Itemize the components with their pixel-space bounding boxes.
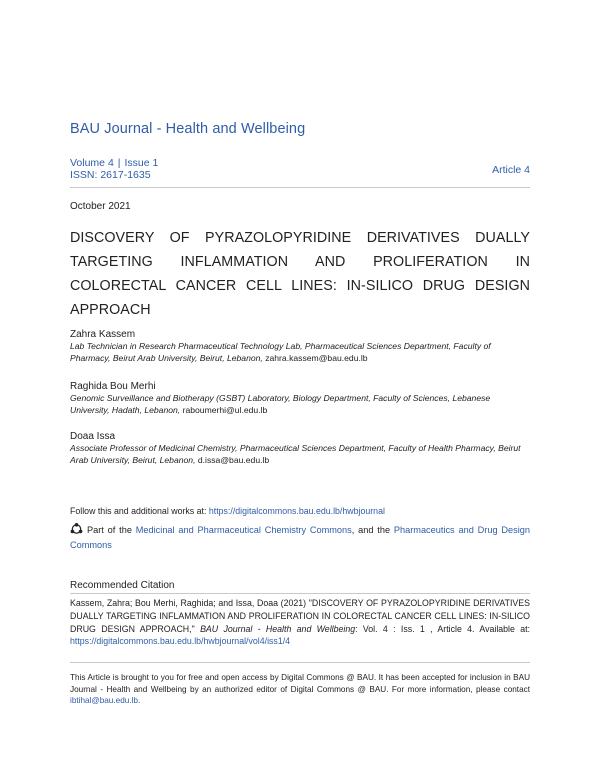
recommended-citation — [70, 597, 530, 648]
author-block — [70, 328, 530, 364]
author-email: zahra.kassem@bau.edu.lb — [265, 352, 368, 363]
author-affiliation — [70, 393, 530, 416]
affiliation-text: Associate Professor of Medicinal Chemistry, Pharmaceutical Sciences Department, Faculty of Health Pharmacy, Beirut Arab University, Beirut, Lebanon, — [70, 443, 521, 465]
issue-link[interactable]: Issue 1 — [124, 157, 159, 169]
volume-link[interactable]: Volume 4 — [70, 157, 114, 169]
author-name: Zahra Kassem — [70, 329, 136, 340]
footer-text: This Article is brought to you for free and open access by Digital Commons @ BAU. It has been accepted for inclusion in BAU Journal - Health and Wellbeing by an authorized editor of Digital Commons @ BAU. For more information, please contact — [70, 673, 530, 694]
citation-text: Kassem, Zahra; Bou Merhi, Raghida; and Issa, Doaa (2021) "DISCOVERY OF PYRAZOLOPYRIDINE DERIVATIVES DUALLY TARGETING INFLAMMATION AND PROLIFERATION IN COLORECTAL CANCER CELL LINES: IN-SILICO DRUG DESIGN APPROACH," — [70, 598, 530, 634]
available-prefix: Available at: — [479, 623, 531, 634]
author-affiliation — [70, 443, 530, 466]
part-of-prefix: Part of the — [87, 525, 132, 535]
citation-volume: : Vol. 4 : Iss. 1 , Article 4. — [355, 623, 475, 634]
follow-line — [70, 506, 530, 516]
recommended-citation-heading: Recommended Citation — [70, 580, 175, 591]
author-name: Raghida Bou Merhi — [70, 381, 156, 392]
affiliation-text: Lab Technician in Research Pharmaceutical Technology Lab, Pharmaceutical Sciences Department, Faculty of Pharmacy, Beirut Arab University, Beirut, Lebanon, — [70, 341, 491, 363]
access-footer — [70, 672, 530, 707]
divider — [70, 187, 530, 188]
part-of-line — [70, 523, 530, 553]
commons-link-pharmaceutics[interactable]: Pharmaceutics and Drug Design Commons — [70, 525, 530, 550]
separator: | — [117, 157, 121, 169]
divider — [70, 662, 530, 663]
author-block — [70, 380, 530, 416]
contact-email-link[interactable]: ibtihal@bau.edu.lb — [70, 696, 138, 705]
article-number[interactable]: Article 4 — [492, 164, 530, 176]
volume-issue-block — [70, 157, 158, 181]
author-email: d.issa@bau.edu.lb — [197, 454, 270, 465]
author-affiliation — [70, 341, 530, 364]
journal-title[interactable]: BAU Journal - Health and Wellbeing — [70, 121, 306, 137]
follow-text: Follow this and additional works at: — [70, 506, 207, 516]
part-of-middle: , and the — [351, 525, 391, 535]
follow-link[interactable]: https://digitalcommons.bau.edu.lb/hwbjournal — [208, 506, 385, 516]
citation-journal: BAU Journal - Health and Wellbeing — [200, 623, 356, 634]
commons-network-icon — [70, 523, 83, 535]
commons-link-medicinal[interactable]: Medicinal and Pharmaceutical Chemistry Commons — [135, 525, 352, 535]
author-name: Doaa Issa — [70, 431, 116, 442]
publication-date: October 2021 — [70, 201, 131, 212]
author-block — [70, 430, 530, 466]
author-email: raboumerhi@ul.edu.lb — [182, 404, 268, 415]
article-title: DISCOVERY OF PYRAZOLOPYRIDINE DERIVATIVES DUALLY TARGETING INFLAMMATION AND PROLIFERATION IN COLORECTAL CANCER CELL LINES: IN-SILICO DRUG DESIGN APPROACH — [70, 230, 530, 318]
issn: ISSN: 2617-1635 — [70, 169, 151, 181]
footer-end: . — [137, 696, 141, 705]
citation-link[interactable]: https://digitalcommons.bau.edu.lb/hwbjournal/vol4/iss1/4 — [70, 636, 291, 647]
divider — [70, 593, 530, 594]
affiliation-text: Genomic Surveillance and Biotherapy (GSBT) Laboratory, Biology Department, Faculty of Sciences, Lebanese University, Hadath, Lebanon, — [70, 393, 491, 415]
